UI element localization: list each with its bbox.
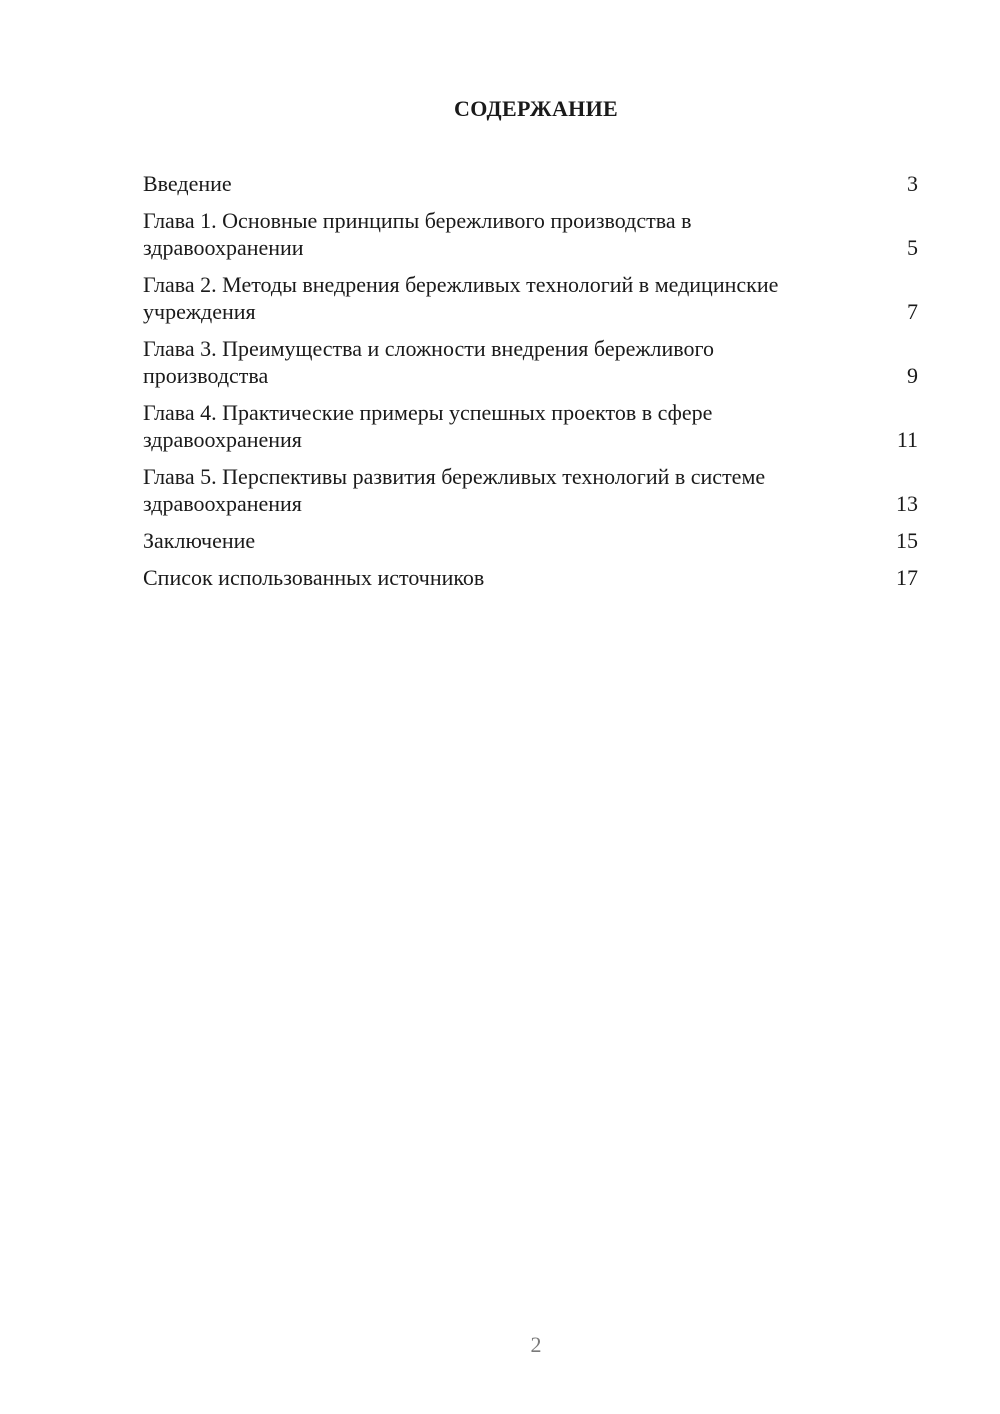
toc-entry-text: Глава 2. Методы внедрения бережливых технологий в медицинские учреждения [143,272,779,324]
toc-entry-text: Глава 5. Перспективы развития бережливых технологий в системе здравоохранения [143,464,766,516]
toc-entry-page: 13 [896,491,918,516]
table-of-contents [143,170,918,601]
toc-entry-page: 9 [907,363,918,388]
toc-entry-text: Глава 3. Преимущества и сложности внедрения бережливого производства [143,336,715,388]
toc-entry-chapter-3 [143,335,918,389]
toc-entry-chapter-1 [143,207,918,261]
toc-entry-chapter-5 [143,463,918,517]
toc-entry-page: 3 [907,171,918,196]
toc-entry-page: 11 [896,427,918,452]
page-title: СОДЕРЖАНИЕ [454,96,618,121]
toc-entry-page: 5 [907,235,918,260]
toc-entry-page: 15 [896,528,918,553]
toc-entry-chapter-2 [143,271,918,325]
toc-entry-introduction [143,170,918,197]
toc-entry-page: 7 [907,299,918,324]
toc-entry-page: 17 [896,565,918,590]
toc-entry-conclusion [143,527,918,554]
toc-entry-text: Список использованных источников [143,565,485,590]
toc-entry-text: Введение [143,171,232,196]
page-number: 2 [530,1332,542,1357]
toc-entry-references [143,564,918,591]
toc-entry-text: Глава 4. Практические примеры успешных проектов в сфере здравоохранения [143,400,713,452]
toc-entry-text: Заключение [143,528,256,553]
toc-entry-text: Глава 1. Основные принципы бережливого производства в здравоохранении [143,208,692,260]
toc-entry-chapter-4 [143,399,918,453]
